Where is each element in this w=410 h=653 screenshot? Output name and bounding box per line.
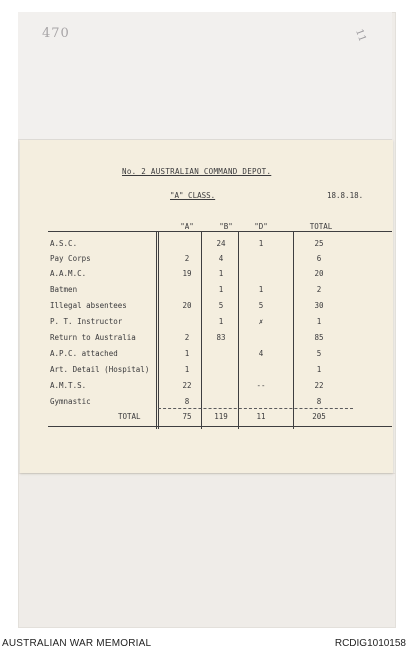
row-label: A.A.M.C.: [50, 269, 87, 278]
row-label: Art. Detail (Hospital): [50, 365, 150, 374]
cell-total: 30: [314, 301, 324, 310]
cell-b: 1: [218, 269, 224, 278]
cell-a: 1: [184, 349, 190, 358]
sum-rule: [158, 408, 353, 409]
cell-b: 83: [216, 333, 226, 342]
cell-total: 1: [316, 317, 322, 326]
row-label: Pay Corps: [50, 254, 91, 263]
corner-mark: 11: [353, 27, 368, 44]
document-date: 18.8.18.: [327, 191, 364, 200]
row-label: Illegal absentees: [50, 301, 127, 310]
cell-total: 2: [316, 285, 322, 294]
total-d: 11: [256, 412, 266, 421]
cell-total: 5: [316, 349, 322, 358]
cell-d: --: [256, 381, 266, 390]
cell-total: 1: [316, 365, 322, 374]
document-title: No. 2 AUSTRALIAN COMMAND DEPOT.: [122, 167, 272, 176]
cell-a: 22: [182, 381, 192, 390]
reference-number: RCDIG1010158: [334, 638, 406, 649]
table-row: [48, 397, 392, 412]
cell-b: 1: [218, 285, 224, 294]
table-bottom-rule: [48, 426, 392, 427]
row-label: P. T. Instructor: [50, 317, 123, 326]
cell-b: 24: [216, 239, 226, 248]
table-row: [48, 365, 392, 380]
cell-total: 25: [314, 239, 324, 248]
class-label: "A" CLASS.: [170, 191, 216, 200]
cell-total: 22: [314, 381, 324, 390]
cell-total: 8: [316, 397, 322, 406]
table-row: [48, 301, 392, 316]
table-row: [48, 349, 392, 364]
grand-total: 205: [312, 412, 326, 421]
table-row: [48, 333, 392, 348]
cell-b: 4: [218, 254, 224, 263]
cell-total: 20: [314, 269, 324, 278]
cell-d: 5: [258, 301, 264, 310]
fold-line: [18, 473, 396, 474]
cell-d: 4: [258, 349, 264, 358]
row-label: A.P.C. attached: [50, 349, 118, 358]
table-row: [48, 317, 392, 332]
column-header-a: "A": [180, 222, 194, 231]
cell-d: 1: [258, 239, 264, 248]
totals-label: TOTAL: [118, 412, 141, 421]
total-b: 119: [214, 412, 228, 421]
table-row: [48, 285, 392, 300]
cell-total: 85: [314, 333, 324, 342]
row-label: A.S.C.: [50, 239, 78, 248]
totals-row: [48, 412, 392, 427]
row-label: Gymnastic: [50, 397, 91, 406]
cell-b: 1: [218, 317, 224, 326]
cell-b: 5: [218, 301, 224, 310]
strength-table: [48, 231, 392, 431]
cell-a: 1: [184, 365, 190, 374]
cell-a: 2: [184, 254, 190, 263]
cell-d: 1: [258, 285, 264, 294]
source-credit: AUSTRALIAN WAR MEMORIAL: [2, 638, 152, 649]
row-label: Return to Australia: [50, 333, 136, 342]
paper-sheet-top: [18, 12, 392, 140]
table-top-rule: [48, 231, 392, 232]
folio-number: 470: [42, 26, 70, 41]
total-a: 75: [182, 412, 192, 421]
table-row: [48, 269, 392, 284]
column-header-d: "D": [254, 222, 268, 231]
table-row: [48, 239, 392, 254]
cell-d: ✗: [258, 317, 264, 326]
table-row: [48, 381, 392, 396]
column-header-b: "B": [219, 222, 233, 231]
cell-a: 19: [182, 269, 192, 278]
cell-a: 20: [182, 301, 192, 310]
row-label: A.M.T.S.: [50, 381, 87, 390]
row-label: Batmen: [50, 285, 78, 294]
cell-a: 2: [184, 333, 190, 342]
cell-total: 6: [316, 254, 322, 263]
cell-a: 8: [184, 397, 190, 406]
column-header-total: TOTAL: [309, 222, 333, 231]
table-row: [48, 254, 392, 269]
